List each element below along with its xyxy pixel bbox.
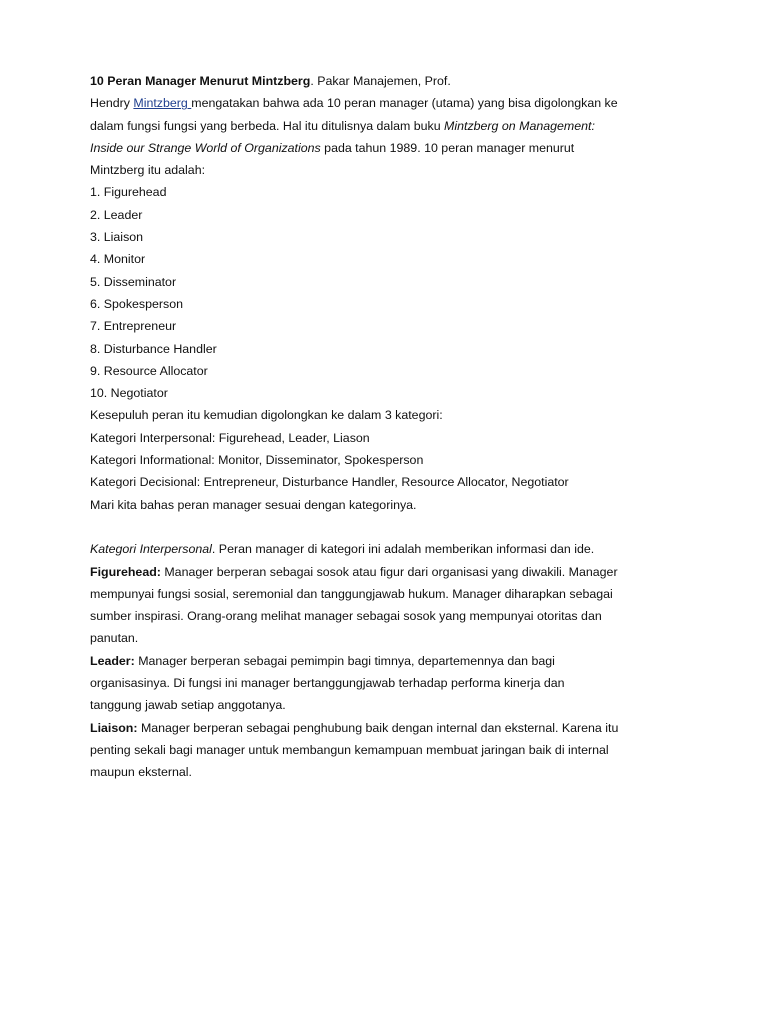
role-item: 10. Negotiator	[90, 386, 168, 401]
paragraph-gap	[90, 516, 690, 538]
role-item: 7. Entrepreneur	[90, 319, 177, 334]
term-text: Manager berperan sebagai penghubung baik dengan internal dan eksternal. Karena itu	[137, 720, 619, 735]
liaison-line-3: maupun eksternal.	[90, 765, 192, 780]
section-heading: Kategori Interpersonal	[90, 542, 212, 557]
term-text: Manager berperan sebagai sosok atau figur dari organisasi yang diwakili. Manager	[160, 564, 618, 579]
liaison-line-2: penting sekali bagi manager untuk membangun kemampuan membuat jaringan baik di internal	[90, 742, 609, 757]
document-body	[90, 70, 690, 784]
figurehead-line-2: mempunyai fungsi sosial, seremonial dan tanggungjawab hukum. Manager diharapkan sebagai	[90, 586, 613, 601]
intro-text: dalam fungsi fungsi yang berbeda. Hal itu ditulisnya dalam buku	[90, 118, 445, 133]
intro-text: . Pakar Manajemen, Prof.	[310, 74, 451, 88]
role-item: 4. Monitor	[90, 252, 146, 267]
role-item: 9. Resource Allocator	[90, 363, 208, 378]
category-decisional: Kategori Decisional: Entrepreneur, Disturbance Handler, Resource Allocator, Negotiator	[90, 475, 569, 490]
book-title: Inside our Strange World of Organizations	[90, 140, 321, 155]
leader-line-2: organisasinya. Di fungsi ini manager bertanggungjawab terhadap performa kinerja dan	[90, 676, 565, 691]
intro-line-1	[90, 70, 690, 92]
intro-line-3	[90, 115, 690, 137]
intro-line-2	[90, 92, 690, 114]
role-item: 8. Disturbance Handler	[90, 341, 217, 356]
role-item: 1. Figurehead	[90, 185, 167, 200]
role-item: 5. Disseminator	[90, 274, 177, 289]
role-item: 6. Spokesperson	[90, 296, 183, 311]
role-item: 3. Liaison	[90, 230, 144, 245]
role-item: 2. Leader	[90, 207, 143, 222]
book-title: Mintzberg on Management:	[444, 118, 595, 133]
categories-outro: Mari kita bahas peran manager sesuai dengan kategorinya.	[90, 497, 417, 512]
figurehead-line-1	[90, 561, 690, 583]
figurehead-line-3: sumber inspirasi. Orang-orang melihat manager sebagai sosok yang mempunyai otoritas dan	[90, 609, 602, 624]
categories-intro: Kesepuluh peran itu kemudian digolongkan ke dalam 3 kategori:	[90, 408, 443, 423]
term-figurehead: Figurehead:	[90, 564, 161, 579]
intro-text: Hendry	[90, 96, 134, 111]
interpersonal-heading	[90, 538, 690, 560]
intro-line-4	[90, 137, 690, 159]
category-interpersonal: Kategori Interpersonal: Figurehead, Leader, Liason	[90, 430, 370, 445]
section-text: . Peran manager di kategori ini adalah memberikan informasi dan ide.	[211, 542, 595, 557]
category-informational: Kategori Informational: Monitor, Disseminator, Spokesperson	[90, 453, 424, 468]
leader-line-1	[90, 650, 690, 672]
leader-line-3: tanggung jawab setiap anggotanya.	[90, 698, 286, 713]
intro-line-5: Mintzberg itu adalah:	[90, 163, 206, 178]
intro-text: mengatakan bahwa ada 10 peran manager (utama) yang bisa digolongkan ke	[191, 96, 618, 111]
term-leader: Leader:	[90, 653, 135, 668]
term-text: Manager berperan sebagai pemimpin bagi timnya, departemennya dan bagi	[134, 653, 555, 668]
figurehead-line-4: panutan.	[90, 631, 139, 646]
intro-text: pada tahun 1989. 10 peran manager menurut	[320, 140, 575, 155]
doc-title: 10 Peran Manager Menurut Mintzberg	[90, 74, 311, 88]
mintzberg-link[interactable]: Mintzberg	[133, 96, 192, 111]
liaison-line-1	[90, 717, 690, 739]
term-liaison: Liaison:	[90, 720, 138, 735]
